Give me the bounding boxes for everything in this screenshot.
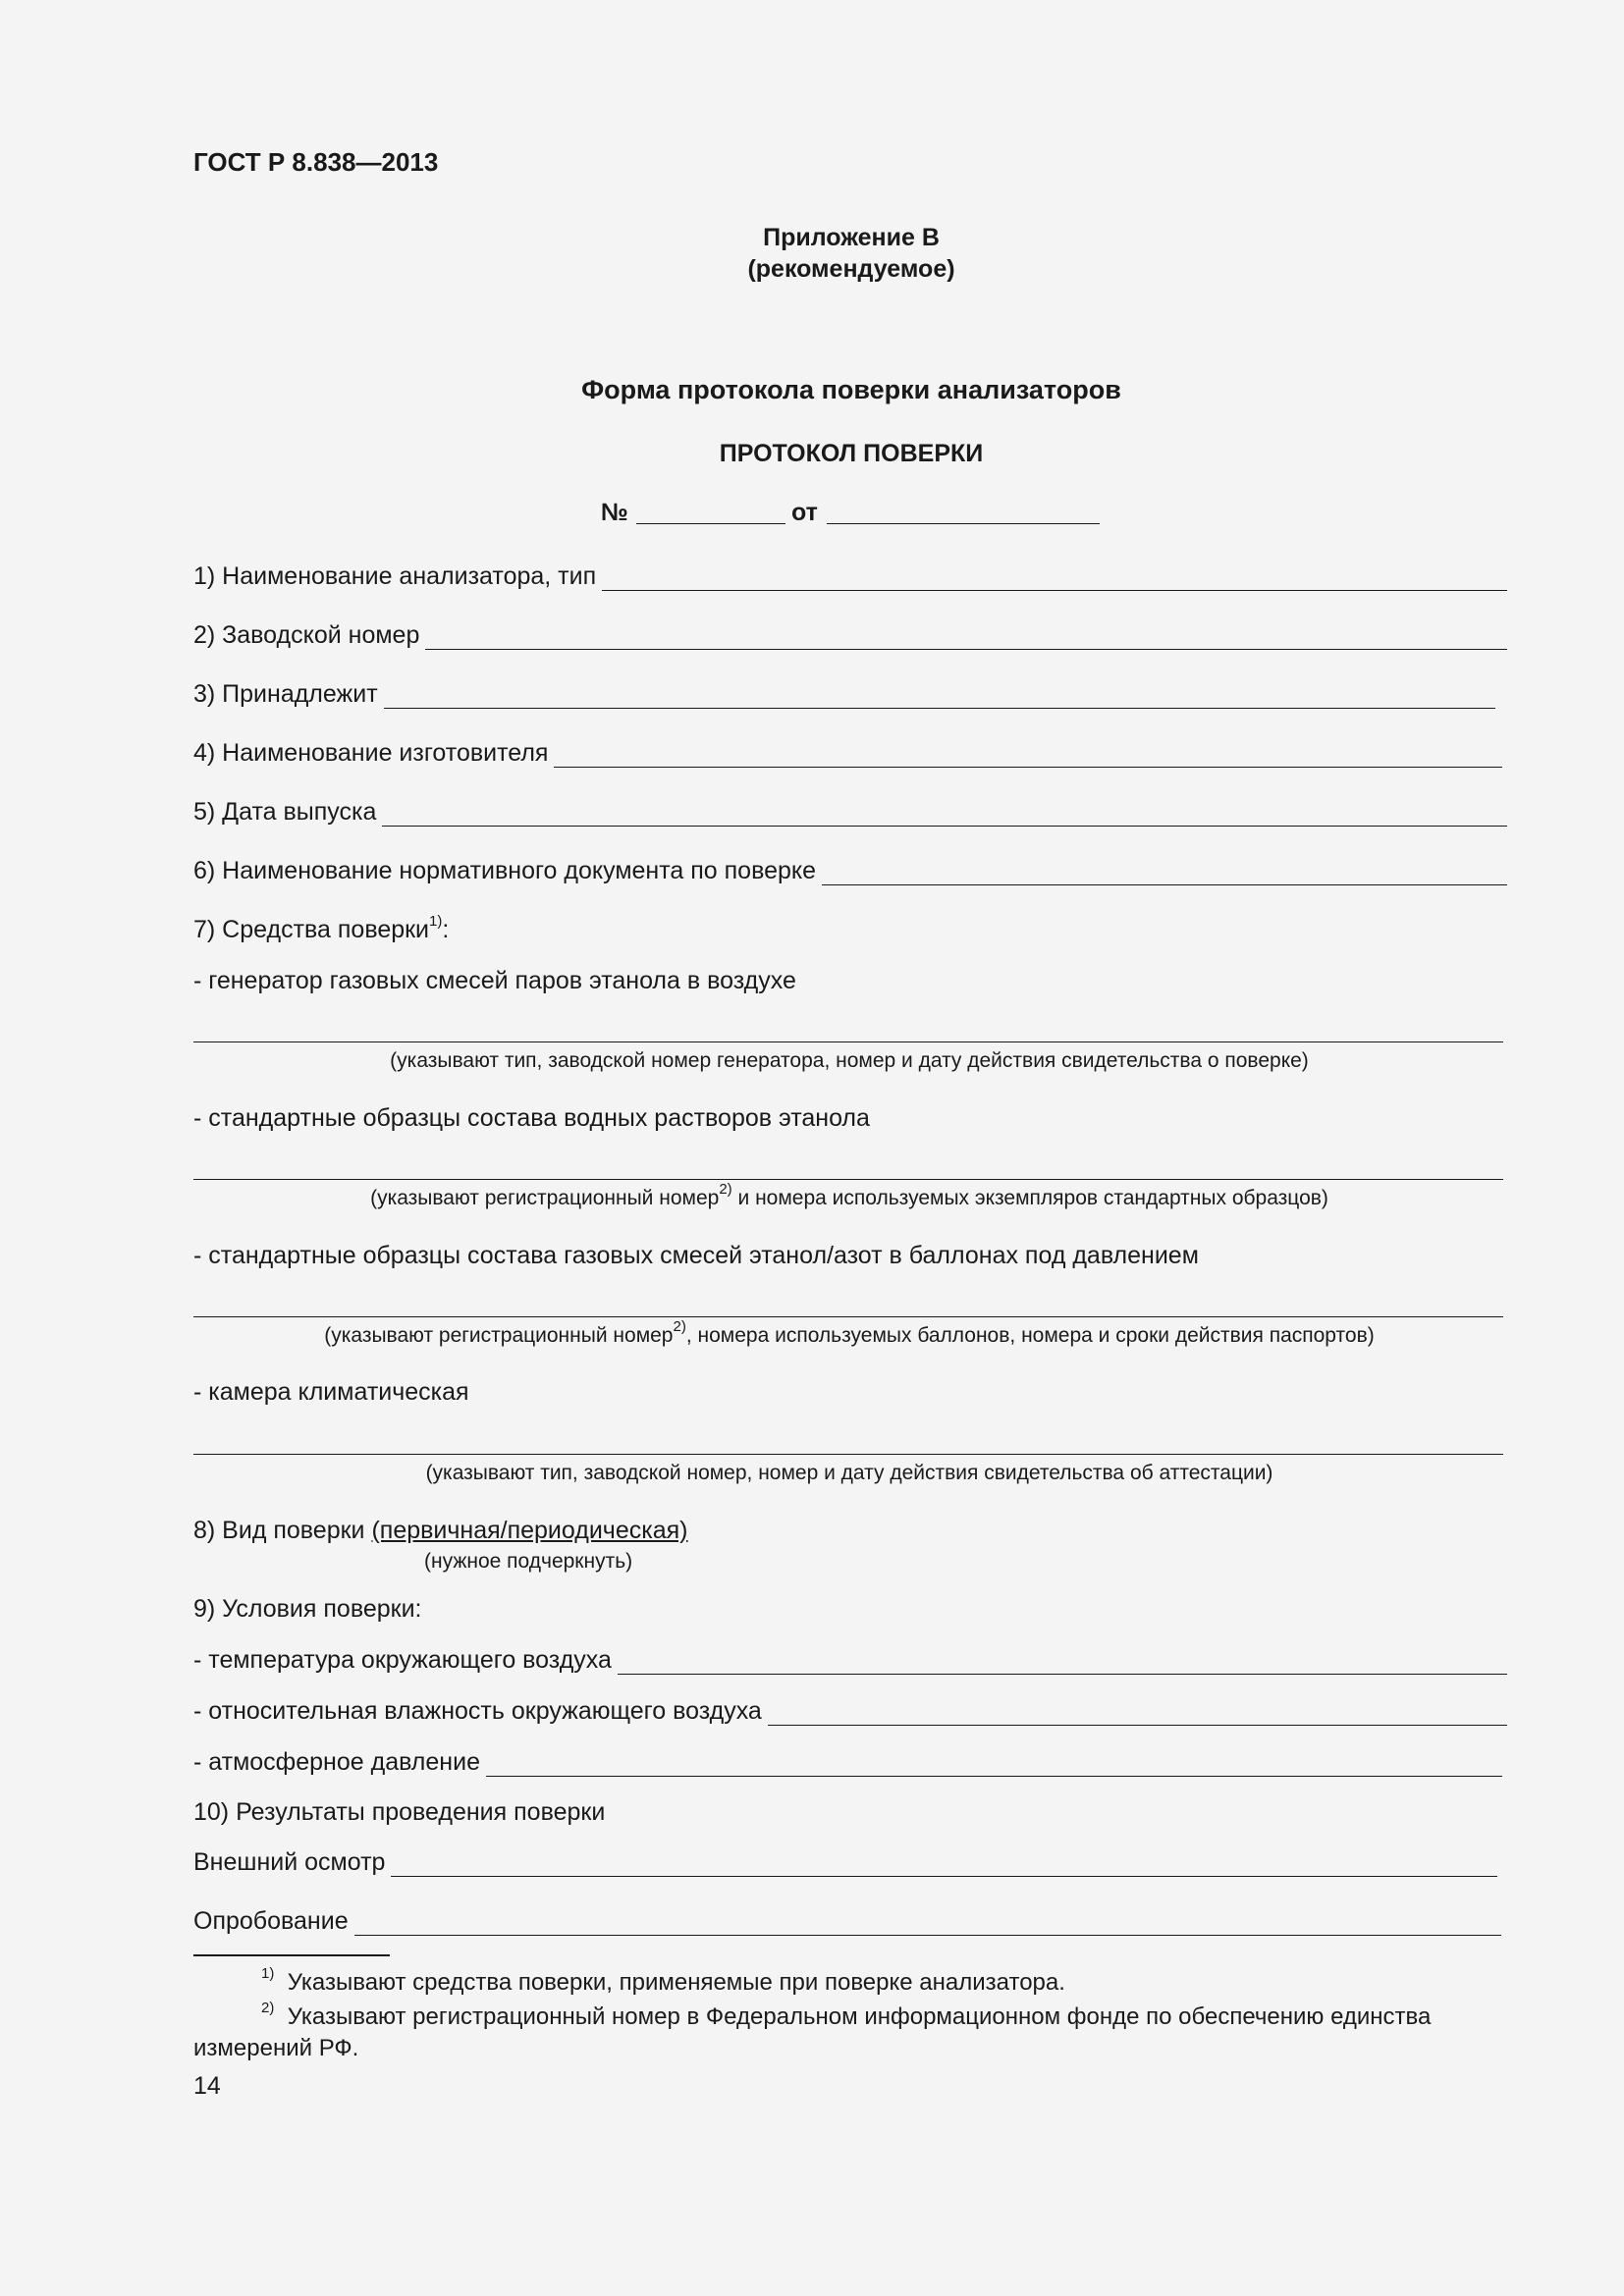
protocol-title: ПРОТОКОЛ ПОВЕРКИ [719,440,984,467]
pressure-field[interactable] [486,1750,1502,1777]
verification-type-options[interactable]: (первичная/периодическая) [371,1517,688,1544]
water-standards-caption [193,1181,1505,1211]
footnote-2-text: Указывают регистрационный номер в Федеральном информационном фонде по обеспечению единства [287,2003,1432,2030]
protocol-date-label: от [791,499,818,526]
item-serial-number [193,620,1507,650]
colon: : [442,916,450,943]
item-serial-number-label: 2) Заводской номер [193,621,420,649]
footnote-ref-2: 2) [719,1181,732,1198]
footnote-ref-2: 2) [673,1318,686,1335]
generator-field[interactable] [193,1041,1503,1042]
item-results: 10) Результаты проведения поверки [193,1798,606,1826]
humidity-label: - относительная влажность окружающего воздуха [193,1697,762,1725]
item-manufacturer-label: 4) Наименование изготовителя [193,739,549,767]
item-release-date-label: 5) Дата выпуска [193,798,377,826]
testing-field[interactable] [354,1909,1501,1936]
condition-humidity [193,1696,1507,1726]
verification-type-hint: (нужное подчеркнуть) [424,1550,633,1573]
appendix-title: Приложение В [763,224,940,251]
condition-temperature [193,1645,1507,1675]
generator-caption: (указывают тип, заводской номер генератора, номер и дату действия свидетельства о поверке) [390,1049,1309,1072]
pressure-label: - атмосферное давление [193,1748,480,1776]
condition-pressure [193,1747,1502,1777]
caption-text: (указывают регистрационный номер [324,1324,674,1347]
item-verification-means [193,912,450,944]
item-verification-means-label: 7) Средства поверки [193,916,430,943]
item-analyzer-name-label: 1) Наименование анализатора, тип [193,562,597,590]
item-release-date [193,797,1507,827]
serial-number-field[interactable] [425,623,1507,650]
item-manufacturer [193,738,1502,768]
footnote-separator [193,1954,390,1956]
owner-field[interactable] [384,682,1495,709]
item-analyzer-name [193,561,1507,591]
generator-label: - генератор газовых смесей паров этанола в воздухе [193,967,796,994]
footnote-1-mark: 1) [261,1965,275,1982]
result-visual-inspection [193,1847,1497,1877]
footnote-2-continuation: измерений РФ. [193,2035,359,2061]
water-standards-field[interactable] [193,1179,1503,1180]
item-conditions: 9) Условия поверки: [193,1595,422,1623]
climate-chamber-field[interactable] [193,1454,1503,1455]
footnote-1-text: Указывают средства поверки, применяемые при поверке анализатора. [287,1969,1065,1996]
item-normative-document [193,856,1507,885]
manufacturer-field[interactable] [554,741,1502,768]
caption-text: (указывают регистрационный номер [370,1187,720,1209]
gas-standards-caption [193,1318,1505,1349]
humidity-field[interactable] [768,1699,1507,1726]
appendix-subtitle: (рекомендуемое) [747,255,955,283]
climate-chamber-label: - камера климатическая [193,1378,469,1406]
protocol-number-field[interactable] [636,523,785,524]
form-title: Форма протокола поверки анализаторов [581,375,1121,404]
result-testing [193,1906,1501,1936]
climate-chamber-caption: (указывают тип, заводской номер, номер и дату действия свидетельства об аттестации) [425,1462,1273,1484]
gas-standards-label: - стандартные образцы состава газовых смесей этанол/азот в баллонах под давлением [193,1242,1199,1269]
item-verification-type-label: 8) Вид поверки [193,1517,365,1544]
testing-label: Опробование [193,1907,349,1935]
item-owner-label: 3) Принадлежит [193,680,378,708]
temperature-label: - температура окружающего воздуха [193,1646,612,1674]
temperature-field[interactable] [618,1648,1507,1675]
page-number: 14 [193,2072,221,2100]
standard-header: ГОСТ Р 8.838—2013 [193,147,439,177]
analyzer-name-field[interactable] [602,564,1507,591]
item-owner [193,679,1495,709]
normative-document-field[interactable] [822,859,1507,885]
caption-text: , номера используемых баллонов, номера и сроки действия паспортов) [685,1324,1375,1347]
footnote-ref-1: 1) [429,912,443,930]
release-date-field[interactable] [382,800,1507,827]
visual-inspection-label: Внешний осмотр [193,1848,386,1876]
footnote-2-mark: 2) [261,2000,275,2016]
water-standards-label: - стандартные образцы состава водных растворов этанола [193,1104,870,1132]
caption-text: и номера используемых экземпляров стандартных образцов) [731,1187,1328,1209]
item-normative-document-label: 6) Наименование нормативного документа по поверке [193,857,817,884]
protocol-number-label: № [601,499,628,526]
footnote-2 [261,2002,1431,2032]
visual-inspection-field[interactable] [391,1850,1497,1877]
item-verification-type [193,1516,688,1545]
footnote-1 [261,1965,1065,1998]
gas-standards-field[interactable] [193,1316,1503,1317]
protocol-date-field[interactable] [827,523,1100,524]
